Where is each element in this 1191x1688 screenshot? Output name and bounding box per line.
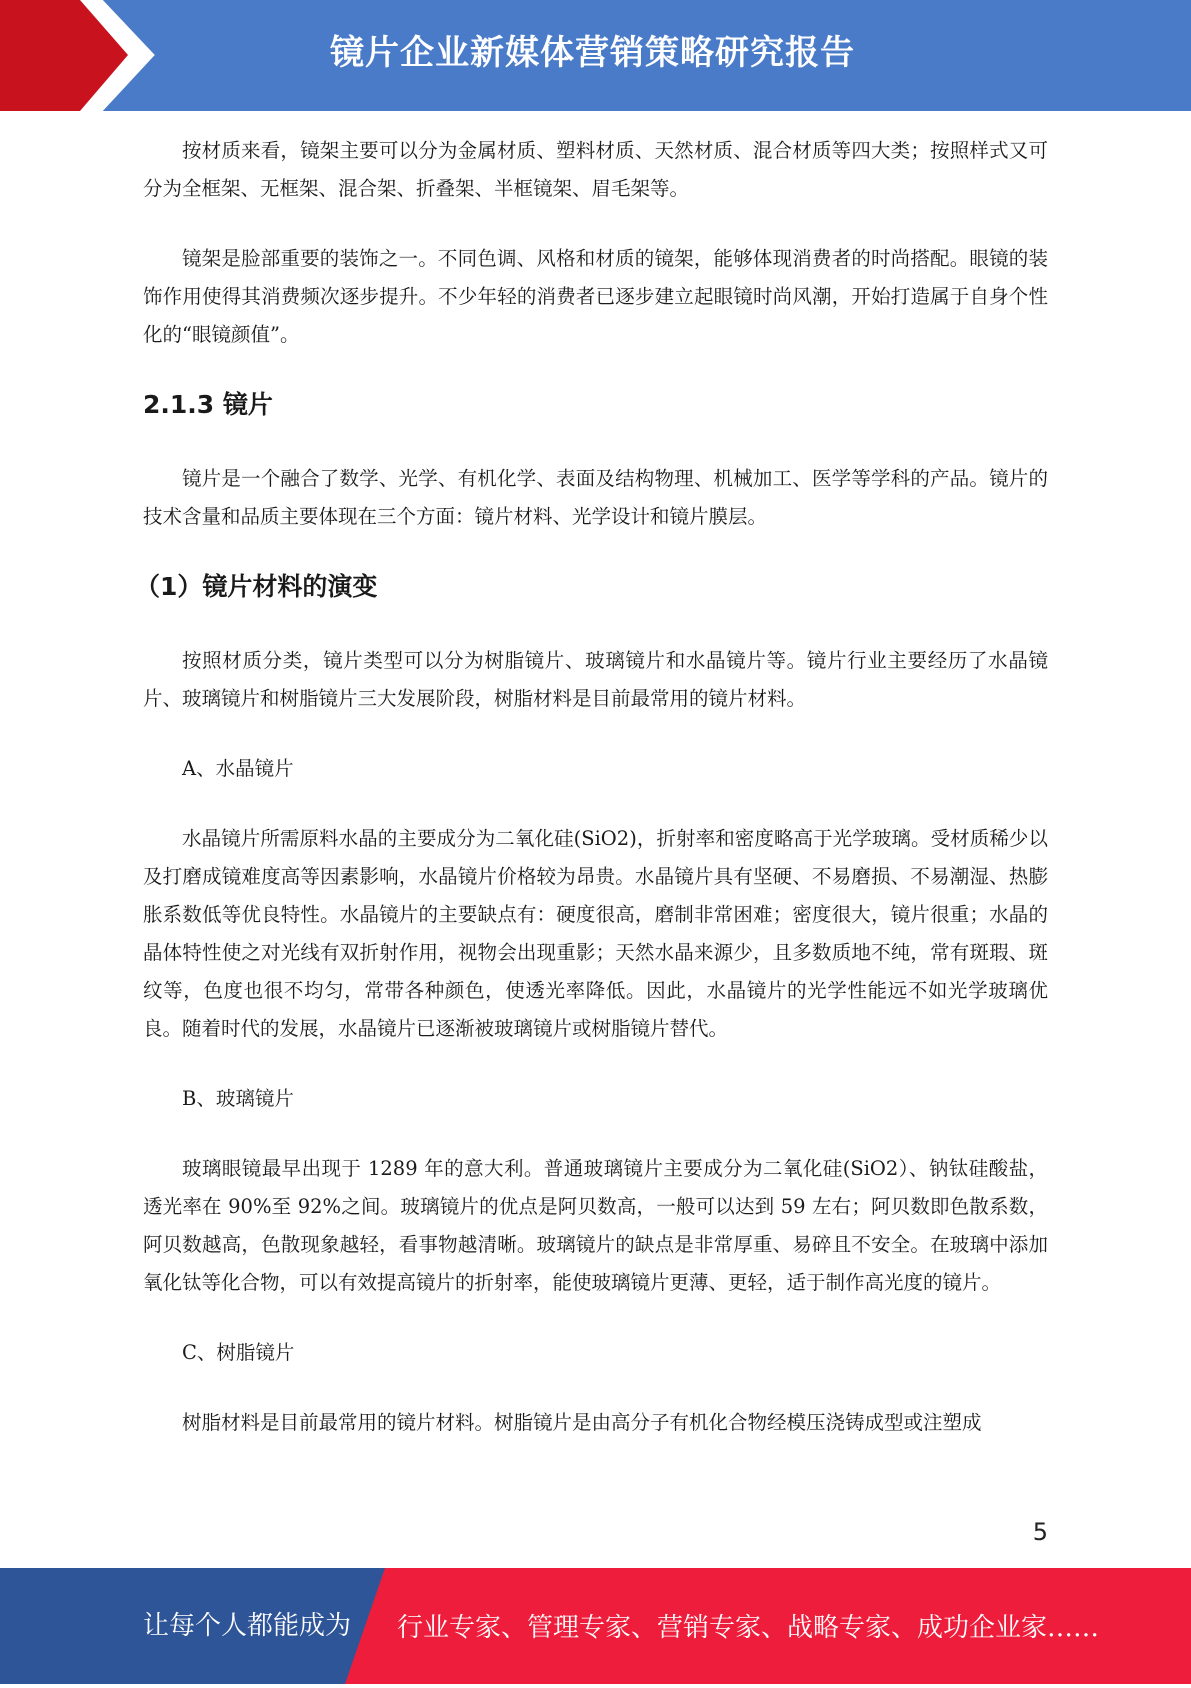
header-arrow-decoration: [0, 0, 160, 111]
paragraph-lens-intro: 镜片是一个融合了数学、光学、有机化学、表面及结构物理、机械加工、医学等学科的产品。镜片的技术含量和品质主要体现在三个方面：镜片材料、光学设计和镜片膜层。: [143, 467, 1048, 528]
report-title: 镜片企业新媒体营销策略研究报告: [330, 33, 855, 73]
label-crystal-lens: A、水晶镜片: [182, 757, 294, 780]
footer-slogan-left: 让每个人都能成为: [143, 1611, 352, 1641]
page-number: 5: [1032, 1518, 1048, 1546]
footer-slogan-right: 行业专家、管理专家、营销专家、战略专家、成功企业家……: [397, 1613, 1100, 1643]
document-body: [135, 132, 1048, 1474]
paragraph-resin-lens: 树脂材料是目前最常用的镜片材料。树脂镜片是由高分子有机化合物经模压浇铸成型或注塑成: [182, 1411, 982, 1434]
page-header: [0, 0, 1191, 111]
paragraph-frame-decoration: 镜架是脸部重要的装饰之一。不同色调、风格和材质的镜架，能够体现消费者的时尚搭配。眼镜的装饰作用使得其消费频次逐步提升。不少年轻的消费者已逐步建立起眼镜时尚风潮，开始打造属于自身个性化的“眼镜颜值”。: [143, 247, 1048, 346]
paragraph-lens-types: 按照材质分类，镜片类型可以分为树脂镜片、玻璃镜片和水晶镜片等。镜片行业主要经历了水晶镜片、玻璃镜片和树脂镜片三大发展阶段，树脂材料是目前最常用的镜片材料。: [143, 649, 1048, 710]
subsection-heading-material-evolution: （1）镜片材料的演变: [135, 572, 378, 601]
label-resin-lens: C、树脂镜片: [182, 1341, 295, 1364]
paragraph-crystal-lens: 水晶镜片所需原料水晶的主要成分为二氧化硅(SiO2)，折射率和密度略高于光学玻璃。受材质稀少以及打磨成镜难度高等因素影响，水晶镜片价格较为昂贵。水晶镜片具有坚硬、不易磨损、不易潮湿、热膨胀系数低等优良特性。水晶镜片的主要缺点有：硬度很高，磨制非常困难；密度很大，镜片很重；水晶的晶体特性使之对光线有双折射作用，视物会出现重影；天然水晶来源少，且多数质地不纯，常有斑瑕、斑纹等，色度也很不均匀，常带各种颜色，使透光率降低。因此，水晶镜片的光学性能远不如光学玻璃优良。随着时代的发展，水晶镜片已逐渐被玻璃镜片或树脂镜片替代。: [143, 827, 1048, 1040]
label-glass-lens: B、玻璃镜片: [182, 1087, 294, 1110]
paragraph-frame-materials: 按材质来看，镜架主要可以分为金属材质、塑料材质、天然材质、混合材质等四大类；按照样式又可分为全框架、无框架、混合架、折叠架、半框镜架、眉毛架等。: [143, 139, 1048, 200]
section-heading-lens: 2.1.3 镜片: [143, 390, 273, 419]
page-footer: [0, 1568, 1191, 1684]
paragraph-glass-lens: 玻璃眼镜最早出现于 1289 年的意大利。普通玻璃镜片主要成分为二氧化硅(SiO2）、钠钛硅酸盐，透光率在 90%至 92%之间。玻璃镜片的优点是阿贝数高，一般可以达到 59 左右；阿贝数即色散系数，阿贝数越高，色散现象越轻，看事物越清晰。玻璃镜片的缺点是非常厚重、易碎且不安全。在玻璃中添加氧化钛等化合物，可以有效提高镜片的折射率，能使玻璃镜片更薄、更轻，适于制作高光度的镜片。: [143, 1157, 1048, 1294]
